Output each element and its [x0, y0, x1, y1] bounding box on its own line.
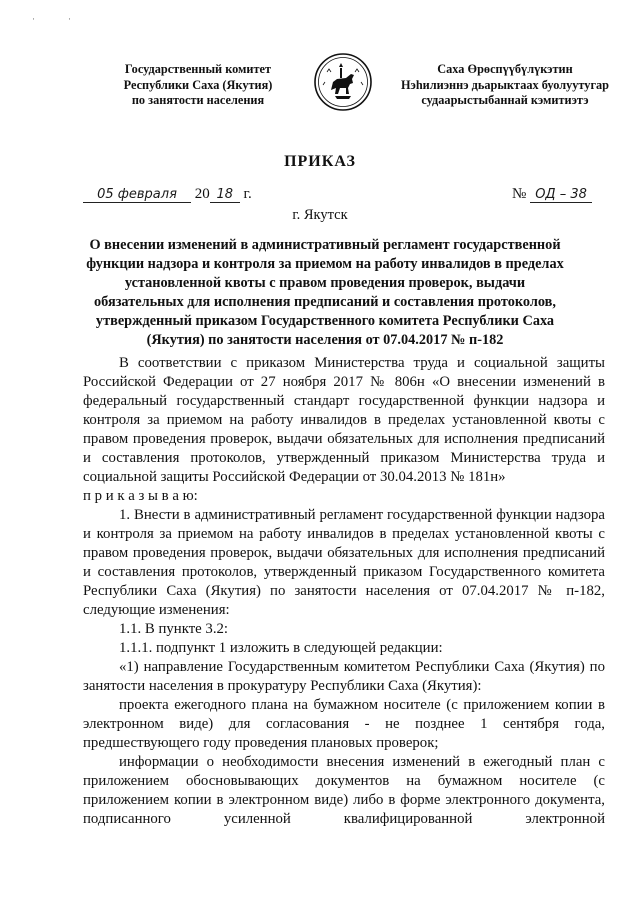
- heading-line: обязательных для исполнения предписаний и составления протоколов,: [94, 294, 556, 310]
- heading-line: (Якутия) по занятости населения от 07.04.2017 № п-182: [146, 332, 504, 348]
- date-year-suffix: 18: [210, 187, 240, 203]
- header-right-line: Нэһилиэннэ дьарыктаах буолуутугар: [400, 77, 610, 92]
- header-right-line: Саха Өрөспүүбүлүкэтин: [437, 62, 573, 76]
- order-word: п р и к а з ы в а ю:: [83, 488, 198, 504]
- order-heading: [80, 236, 570, 350]
- header-right-line: судаарыстыбаннай кэмитиэтэ: [421, 93, 589, 107]
- heading-line: функции надзора и контроля за приемом на работу инвалидов в пределах: [86, 256, 564, 272]
- city-line: г. Якутск: [292, 207, 348, 223]
- paragraph-plan-changes: информации о необходимости внесения изменений в ежегодный план с приложением обосновывающих документов на бумажном носителе (с приложением копии в электронном виде) либо в форме электронного документа, подписанного усиленной квалифицированной электронной: [83, 754, 605, 827]
- heading-line: утвержденный приказом Государственного комитета Республики Саха: [95, 313, 555, 329]
- scan-mark: ·: [32, 14, 35, 24]
- header-left-line: Государственный комитет: [124, 62, 272, 76]
- paragraph-item-1: 1. Внести в административный регламент государственной функции надзора и контроля за приемом на работу инвалидов в пределах установленной квоты с правом проведения проверок, выдачи обязательных для исполнения предписаний и составления протоколов, утвержденный приказом Государственного комитета Республики Саха (Якутия) по занятости населения от 07.04.2017 № п-182, следующие изменения:: [83, 507, 605, 618]
- paragraph-quote-start: «1) направление Государственным комитетом Республики Саха (Якутия) по занятости населения в прокуратуру Республики Саха (Якутия):: [83, 659, 605, 694]
- number-value: ОД – 38: [530, 187, 592, 203]
- order-date: [83, 186, 252, 203]
- date-day-month: 05 февраля: [83, 187, 191, 203]
- header-left-line: Республики Саха (Якутия): [123, 77, 273, 92]
- heading-line: установленной квоты с правом проведения проверок, выдачи: [124, 275, 526, 291]
- header-right-block: [395, 62, 615, 109]
- header-left-block: [96, 62, 300, 109]
- heading-line: О внесении изменений в административный регламент государственной: [89, 237, 561, 253]
- header-left-line: по занятости населения: [131, 93, 265, 107]
- document-title: ПРИКАЗ: [284, 153, 356, 170]
- coat-of-arms-emblem: [313, 52, 373, 112]
- paragraph-plan-draft: проекта ежегодного плана на бумажном носителе (с приложением копии в электронном виде) для согласования - не позднее 1 сентября года, предшествующего году проведения плановых проверок;: [83, 697, 605, 751]
- date-year-prefix: 20: [194, 186, 210, 202]
- paragraph-item-1-1: 1.1. В пункте 3.2:: [119, 621, 229, 637]
- date-year-unit: г.: [243, 186, 252, 202]
- order-number: [512, 186, 592, 203]
- paragraph-item-1-1-1: 1.1.1. подпункт 1 изложить в следующей редакции:: [119, 640, 443, 656]
- scan-mark: ·: [68, 14, 71, 24]
- number-sign: №: [512, 186, 527, 202]
- paragraph-preamble: В соответствии с приказом Министерства труда и социальной защиты Российской Федерации от 27 ноября 2017 № 806н «О внесении изменений в федеральный государственный стандарт государственной функции надзора и контроля за приемом на работу инвалидов в пределах установленной квоты с правом проведения проверок, выдачи обязательных для исполнения предписаний и составления протоколов, утвержденный приказом Министерства труда и социальной защиты Российской Федерации от 30.04.2013 № 181н»: [83, 355, 605, 485]
- order-body: [83, 354, 605, 829]
